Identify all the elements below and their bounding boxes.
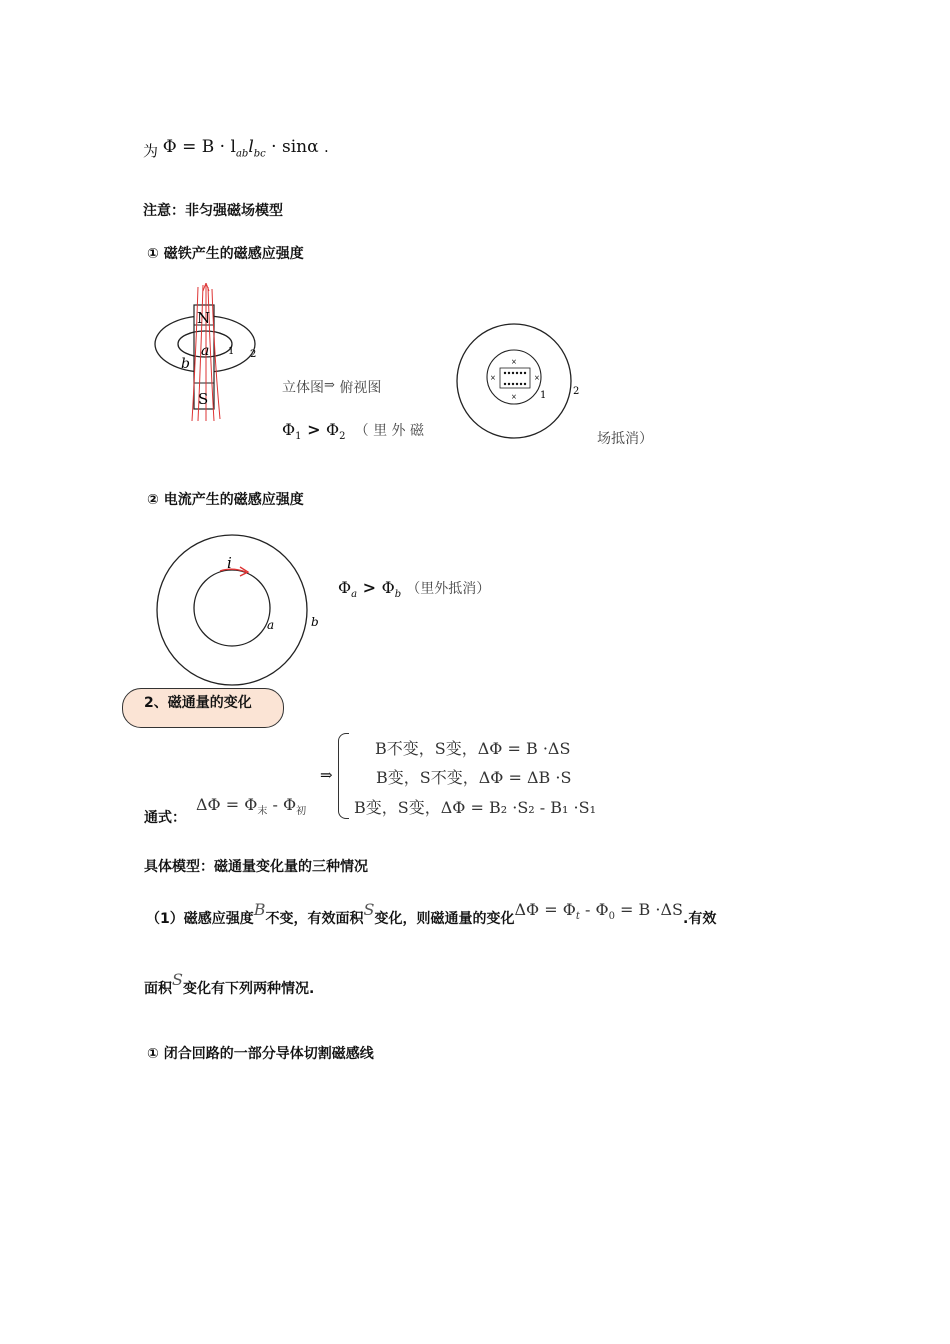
current-ring-diagram xyxy=(150,530,325,688)
case1-line xyxy=(146,900,717,927)
case1-formula-expr: ΔΦ = Φ xyxy=(514,900,576,919)
item2-title: ② 电流产生的磁感应强度 xyxy=(147,492,304,508)
compare1-sub-b: 2 xyxy=(339,431,346,443)
case1-part1: （1）磁感应强度 xyxy=(146,911,254,927)
compare2-sub-a: a xyxy=(351,589,358,601)
case1-var-b: B xyxy=(253,900,266,919)
compare2-phi-b: Φ xyxy=(381,578,395,597)
compare1-phi-a: Φ xyxy=(282,420,296,439)
cases-brace xyxy=(338,733,349,819)
flux-formula xyxy=(162,137,324,160)
top-label-2: 2 xyxy=(573,386,580,397)
flux-formula-l2: l xyxy=(248,137,254,157)
view-caption-right: 俯视图 xyxy=(339,380,382,396)
flux-formula-end: . xyxy=(323,138,329,156)
compare2-line xyxy=(338,578,490,600)
cross-right-icon: × xyxy=(534,374,540,382)
case1-sub-t: t xyxy=(575,911,580,923)
label-n: N xyxy=(197,309,211,327)
case-line-3: B变，S变，ΔΦ = B₂ ·S₂ - B₁ ·S₁ xyxy=(354,798,596,817)
cross-bottom-icon: × xyxy=(511,393,517,401)
case1-line2-part2: 变化有下列两种情况. xyxy=(182,981,315,997)
models-heading: 具体模型：磁通量变化量的三种情况 xyxy=(144,859,368,875)
flux-formula-tail: · sinα xyxy=(265,137,319,157)
label-s: S xyxy=(198,390,209,408)
compare1-phi-b: Φ xyxy=(326,420,340,439)
cross-top-icon: × xyxy=(511,358,517,366)
sub-item1: ① 闭合回路的一部分导体切割磁感线 xyxy=(147,1046,374,1062)
implies-icon: ⇒ xyxy=(320,766,333,784)
ring-label-b: b xyxy=(311,615,319,629)
item1-title: ① 磁铁产生的磁感应强度 xyxy=(147,246,304,262)
case1-line2-var-s: S xyxy=(172,970,183,989)
case-line-2: B变，S不变，ΔΦ = ΔB ·S xyxy=(376,768,572,787)
top-view-diagram xyxy=(452,320,587,445)
label-i: i xyxy=(227,554,232,572)
view-caption xyxy=(282,377,381,397)
label-1: 1 xyxy=(228,346,235,357)
compare1-note-right: 场抵消） xyxy=(597,431,653,447)
case1-part2: 不变，有效面积 xyxy=(265,911,364,927)
compare1-gt: > xyxy=(301,420,327,439)
flux-sub-ab: ab xyxy=(235,148,249,160)
general-label: 通式： xyxy=(144,810,186,826)
top-label-1: 1 xyxy=(540,390,547,401)
ring-inner xyxy=(194,570,270,646)
compare1-line xyxy=(282,420,424,442)
general-sub-end: 末 xyxy=(257,806,268,818)
section2-title: 2、磁通量的变化 xyxy=(144,695,252,711)
compare1-note-left: （ 里 外 磁 xyxy=(354,423,424,439)
flux-sub-bc: bc xyxy=(253,148,266,160)
general-formula-minus: - Φ xyxy=(267,795,297,814)
case1-formula-mid: - Φ xyxy=(579,900,609,919)
outer-circle xyxy=(457,324,571,438)
case1-part4: .有效 xyxy=(683,911,717,927)
implies-arrow-icon: ⇒ xyxy=(324,378,335,393)
compare2-note: （里外抵消） xyxy=(406,581,491,597)
case1-sub-0: 0 xyxy=(608,911,615,923)
note-heading: 注意：非匀强磁场模型 xyxy=(143,203,283,219)
case1-line2 xyxy=(144,970,315,997)
cross-left-icon: × xyxy=(490,374,496,382)
general-formula-expr: ΔΦ = Φ xyxy=(196,795,258,814)
general-formula xyxy=(196,795,306,817)
magnet-diagram xyxy=(148,283,278,428)
flux-formula-prefix: 为 xyxy=(143,142,159,160)
case-line-1: B不变，S变，ΔΦ = B ·ΔS xyxy=(375,739,571,758)
case1-line2-part1: 面积 xyxy=(144,981,172,997)
ring-label-a: a xyxy=(267,618,275,632)
view-caption-left: 立体图 xyxy=(282,380,324,396)
label-2: 2 xyxy=(250,349,257,360)
case1-var-s: S xyxy=(363,900,375,919)
general-sub-init: 初 xyxy=(296,806,307,818)
dots-out-icon xyxy=(504,372,526,385)
compare2-sub-b: b xyxy=(394,589,402,601)
compare2-gt: > xyxy=(357,578,382,597)
label-a: a xyxy=(201,343,210,359)
case1-part3: 变化，则磁通量的变化 xyxy=(374,911,515,927)
ring-outer xyxy=(157,535,307,685)
flux-formula-expr: Φ = B · l xyxy=(162,137,236,157)
compare1-sub-a: 1 xyxy=(295,431,302,443)
flux-formula-line xyxy=(143,136,329,159)
case1-formula xyxy=(514,900,683,923)
compare2-phi-a: Φ xyxy=(338,578,352,597)
case1-formula-end: = B ·ΔS xyxy=(614,900,683,919)
label-b: b xyxy=(181,356,190,372)
